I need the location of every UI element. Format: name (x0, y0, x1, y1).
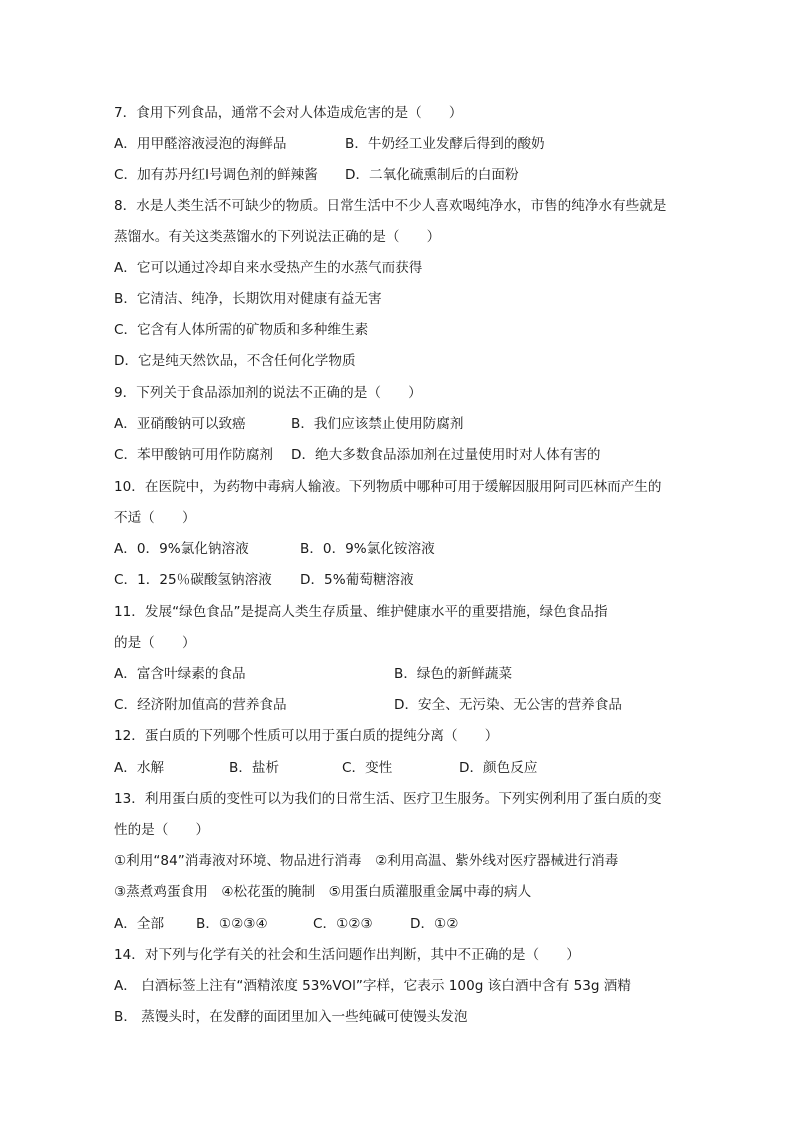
q9-option-a: A．亚硝酸钠可以致癌 (114, 416, 246, 432)
q13-stem-line2: 性的是（ ） (114, 822, 210, 838)
q12-option-d: D．颜色反应 (459, 760, 538, 776)
q9-option-c: C．苯甲酸钠可用作防腐剂 (114, 447, 274, 463)
q12-stem: 12．蛋白质的下列哪个性质可以用于蛋白质的提纯分离（ ） (114, 728, 499, 744)
q11-stem-line1: 11．发展“绿色食品”是提高人类生存质量、维护健康水平的重要措施，绿色食品指 (114, 604, 608, 620)
q10-option-c: C．1．25％碳酸氢钠溶液 (114, 572, 272, 588)
q10-option-b: B．0．9%氯化铵溶液 (300, 541, 435, 557)
q8-option-a: A．它可以通过冷却自来水受热产生的水蒸气而获得 (114, 260, 423, 276)
q8-option-b: B．它清洁、纯净，长期饮用对健康有益无害 (114, 291, 382, 307)
q7-option-d: D．二氧化硫熏制后的白面粉 (345, 167, 519, 183)
q9-stem: 9．下列关于食品添加剂的说法不正确的是（ ） (114, 385, 422, 401)
q8-stem-line2: 蒸馏水。有关这类蒸馏水的下列说法正确的是（ ） (114, 229, 441, 245)
q10-stem-line2: 不适（ ） (114, 510, 196, 526)
q10-option-a: A．0．9%氯化钠溶液 (114, 541, 249, 557)
q8-option-c: C．它含有人体所需的矿物质和多种维生素 (114, 322, 369, 338)
q13-items-line2: ③蒸煮鸡蛋食用 ④松花蛋的腌制 ⑤用蛋白质灌服重金属中毒的病人 (114, 884, 532, 900)
q12-option-b: B．盐析 (229, 760, 280, 776)
q9-option-b: B．我们应该禁止使用防腐剂 (291, 416, 464, 432)
q12-option-a: A．水解 (114, 760, 165, 776)
q14-option-b: B． 蒸馒头时，在发酵的面团里加入一些纯碱可使馒头发泡 (114, 1009, 468, 1025)
q13-items-line1: ①利用“84”消毒液对环境、物品进行消毒 ②利用高温、紫外线对医疗器械进行消毒 (114, 853, 619, 869)
q8-stem-line1: 8．水是人类生活不可缺少的物质。日常生活中不少人喜欢喝纯净水，市售的纯净水有些就是 (114, 198, 667, 214)
q13-stem-line1: 13．利用蛋白质的变性可以为我们的日常生活、医疗卫生服务。下列实例利用了蛋白质的变 (114, 791, 662, 807)
q12-option-c: C．变性 (342, 760, 393, 776)
q11-option-b: B．绿色的新鲜蔬菜 (394, 666, 513, 682)
q14-stem: 14．对下列与化学有关的社会和生活问题作出判断，其中不正确的是（ ） (114, 947, 580, 963)
q11-option-a: A．富含叶绿素的食品 (114, 666, 246, 682)
q7-option-c: C．加有苏丹红Ⅰ号调色剂的鲜辣酱 (114, 167, 318, 183)
q10-option-d: D．5%葡萄糖溶液 (300, 572, 414, 588)
q11-option-d: D．安全、无污染、无公害的营养食品 (394, 697, 622, 713)
q11-option-c: C．经济附加值高的营养食品 (114, 697, 287, 713)
q11-stem-line2: 的是（ ） (114, 635, 196, 651)
q9-option-d: D．绝大多数食品添加剂在过量使用时对人体有害的 (291, 447, 601, 463)
q13-option-b: B．①②③④ (196, 916, 268, 932)
q7-option-a: A．用甲醛溶液浸泡的海鲜品 (114, 136, 287, 152)
q13-option-a: A．全部 (114, 916, 165, 932)
q13-option-d: D．①② (410, 916, 459, 932)
q13-option-c: C．①②③ (313, 916, 373, 932)
q7-option-b: B．牛奶经工业发酵后得到的酸奶 (345, 136, 545, 152)
q7-stem: 7．食用下列食品，通常不会对人体造成危害的是（ ） (114, 105, 463, 121)
q8-option-d: D．它是纯天然饮品，不含任何化学物质 (114, 353, 356, 369)
q10-stem-line1: 10．在医院中，为药物中毒病人输液。下列物质中哪种可用于缓解因服用阿司匹林而产生的 (114, 479, 662, 495)
q14-option-a: A． 白酒标签上注有“酒精浓度 53%VOl”字样，它表示 100g 该白酒中含有 53g 酒精 (114, 978, 631, 994)
